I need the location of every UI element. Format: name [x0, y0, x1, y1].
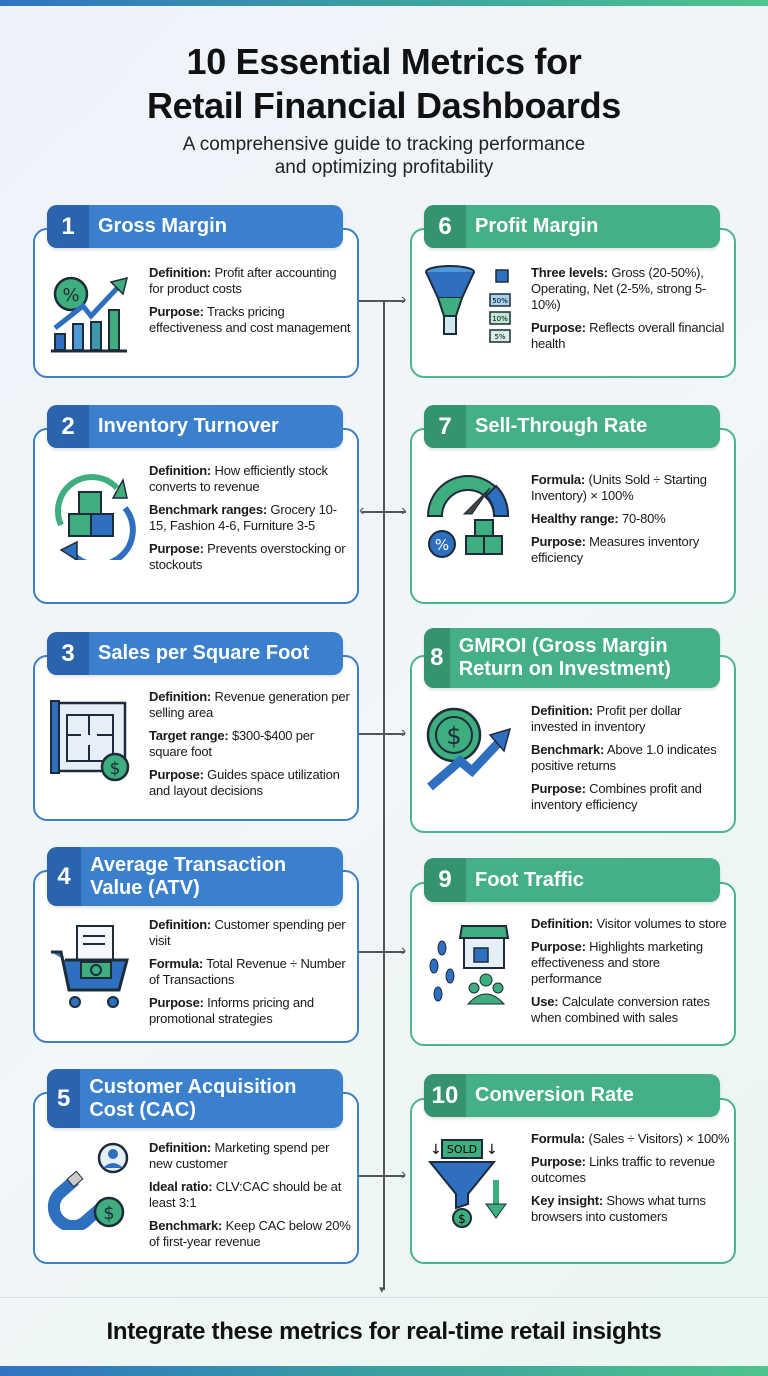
detail-label: Definition:	[149, 917, 212, 932]
floor-plan-icon	[47, 695, 137, 785]
metric-details	[531, 265, 730, 359]
detail-label: Definition:	[149, 265, 212, 280]
metric-header-5	[47, 1069, 343, 1128]
subtitle-line-2: and optimizing profitability	[274, 157, 494, 178]
detail-text: Links traffic to revenue outcomes	[531, 1154, 715, 1185]
detail-text: Prevents overstocking or stockouts	[149, 541, 346, 572]
metric-detail-item	[149, 265, 353, 297]
detail-text: Grocery 10-15, Fashion 4-6, Furniture 3-5	[149, 502, 337, 533]
metric-detail-item	[149, 1179, 353, 1211]
icon-label: 5%	[494, 333, 506, 341]
gauge-boxes-icon	[424, 470, 514, 560]
metric-title: Sales per Square Foot	[98, 642, 310, 664]
metric-details	[149, 917, 353, 1034]
page-subtitle	[0, 133, 768, 179]
arrow-head-icon: ›	[401, 291, 407, 308]
detail-label: Purpose:	[531, 320, 586, 335]
metric-details	[531, 916, 730, 1033]
metric-detail-item	[149, 541, 353, 573]
metric-details	[149, 463, 353, 580]
metric-details	[149, 689, 353, 806]
detail-label: Formula:	[531, 472, 586, 487]
metric-title: Inventory Turnover	[98, 415, 279, 437]
metric-detail-item	[149, 995, 353, 1027]
svg-text:%: %	[434, 536, 450, 554]
metric-title: Foot Traffic	[475, 868, 584, 891]
detail-label: Key insight:	[531, 1193, 603, 1208]
metric-title: Average Transaction Value (ATV)	[90, 853, 287, 899]
detail-text: Profit per dollar invested in inventory	[531, 703, 682, 734]
detail-label: Definition:	[149, 1140, 212, 1155]
svg-text:↓: ↓	[430, 1142, 442, 1158]
dollar-growth-icon	[424, 705, 514, 795]
shopping-cart-receipt-icon	[47, 922, 137, 1012]
metric-detail-item	[531, 534, 730, 566]
arrow-head-icon: ›	[401, 502, 407, 519]
title-line-2: Retail Financial Dashboards	[146, 85, 622, 126]
metric-header-2	[47, 405, 343, 448]
detail-text: Profit after accounting for product costs	[149, 265, 337, 296]
metric-title: Profit Margin	[475, 215, 599, 237]
title-line-1: 10 Essential Metrics for	[186, 41, 582, 82]
metric-detail-item	[149, 956, 353, 988]
detail-text: CLV:CAC should be at least 3:1	[149, 1179, 342, 1210]
metric-details	[531, 1131, 730, 1232]
detail-text: Keep CAC below 20% of first-year revenue	[149, 1218, 351, 1249]
detail-label: Purpose:	[531, 1154, 586, 1169]
detail-label: Definition:	[531, 916, 594, 931]
metric-header-8	[424, 628, 720, 688]
metric-detail-item	[531, 472, 730, 504]
metric-detail-item	[149, 767, 353, 799]
metric-details	[149, 265, 353, 343]
detail-label: Target range:	[149, 728, 229, 743]
connector-arrow	[359, 1175, 405, 1177]
detail-text: Informs pricing and promotional strategies	[149, 995, 314, 1026]
detail-text: Above 1.0 indicates positive returns	[531, 742, 717, 773]
footer-divider	[0, 1297, 768, 1298]
metric-details	[531, 703, 730, 820]
svg-text:$: $	[446, 722, 462, 750]
detail-text: Total Revenue ÷ Number of Transactions	[149, 956, 346, 987]
detail-text: Shows what turns browsers into customers	[531, 1193, 706, 1224]
svg-text:%: %	[62, 285, 80, 306]
connector-line	[383, 300, 385, 1290]
detail-text: Gross (20-50%), Operating, Net (2-5%, strong 5-10%)	[531, 265, 707, 312]
detail-text: Marketing spend per new customer	[149, 1140, 330, 1171]
metric-detail-item	[531, 320, 730, 352]
detail-text: Customer spending per visit	[149, 917, 346, 948]
chart-growth-icon	[47, 270, 137, 360]
detail-text: 70-80%	[621, 511, 666, 526]
metric-header-7	[424, 405, 720, 448]
detail-text: (Units Sold ÷ Starting Inventory) × 100%	[531, 472, 707, 503]
metric-detail-item	[149, 728, 353, 760]
metric-number: 6	[424, 205, 466, 248]
metric-number: 8	[424, 628, 450, 688]
detail-label: Purpose:	[149, 541, 204, 556]
svg-text:$: $	[458, 1212, 466, 1226]
detail-text: Reflects overall financial health	[531, 320, 725, 351]
subtitle-line-1: A comprehensive guide to tracking performance	[182, 134, 586, 155]
detail-label: Purpose:	[149, 304, 204, 319]
metric-detail-item	[531, 1154, 730, 1186]
metric-header-6	[424, 205, 720, 248]
arrow-head-icon: ›	[401, 1166, 407, 1183]
page-title	[0, 40, 768, 128]
arrow-head-icon: ‹	[359, 502, 365, 519]
metric-detail-item	[531, 916, 730, 932]
detail-label: Purpose:	[531, 939, 586, 954]
connector-arrow	[362, 511, 406, 513]
metric-number: 3	[47, 632, 89, 675]
metric-detail-item	[149, 304, 353, 336]
arrow-head-icon: ›	[401, 942, 407, 959]
metric-detail-item	[531, 994, 730, 1026]
metric-detail-item	[149, 463, 353, 495]
detail-text: Visitor volumes to store	[596, 916, 727, 931]
metric-detail-item	[531, 742, 730, 774]
arrow-head-icon: ›	[401, 724, 407, 741]
metric-number: 10	[424, 1074, 466, 1117]
metric-title: Sell-Through Rate	[475, 415, 648, 437]
metric-detail-item	[149, 917, 353, 949]
icon-label: 10%	[492, 315, 508, 323]
store-footsteps-icon	[424, 918, 514, 1008]
metric-title: Conversion Rate	[475, 1084, 634, 1106]
connector-arrow	[359, 951, 405, 953]
detail-text: Combines profit and inventory efficiency	[531, 781, 702, 812]
detail-text: Tracks pricing effectiveness and cost management	[149, 304, 351, 335]
detail-label: Definition:	[149, 689, 212, 704]
metric-title: Customer Acquisition Cost (CAC)	[89, 1075, 297, 1121]
detail-label: Purpose:	[531, 781, 586, 796]
metric-detail-item	[531, 511, 730, 527]
metric-detail-item	[531, 703, 730, 735]
metric-detail-item	[531, 1131, 730, 1147]
detail-text: $300-$400 per square foot	[149, 728, 314, 759]
metric-details	[531, 472, 730, 573]
metric-detail-item	[531, 781, 730, 813]
detail-text: Highlights marketing effectiveness and store performance	[531, 939, 703, 986]
metric-header-4	[47, 847, 343, 906]
metric-header-1	[47, 205, 343, 248]
svg-text:$: $	[109, 759, 121, 779]
inventory-cycle-icon	[47, 470, 137, 560]
detail-label: Three levels:	[531, 265, 608, 280]
detail-label: Purpose:	[531, 534, 586, 549]
footer-tagline: Integrate these metrics for real-time retail insights	[106, 1318, 662, 1345]
metric-number: 1	[47, 205, 89, 248]
connector-arrow	[359, 733, 405, 735]
metric-header-10	[424, 1074, 720, 1117]
metric-details	[149, 1140, 353, 1257]
metric-title: Gross Margin	[98, 215, 227, 237]
metric-number: 9	[424, 858, 466, 902]
detail-text: How efficiently stock converts to revenue	[149, 463, 328, 494]
detail-text: Calculate conversion rates when combined with sales	[531, 994, 710, 1025]
connector-arrow	[359, 300, 405, 302]
detail-label: Ideal ratio:	[149, 1179, 213, 1194]
metric-detail-item	[531, 1193, 730, 1225]
metric-header-9	[424, 858, 720, 902]
detail-label: Benchmark:	[149, 1218, 223, 1233]
detail-text: Measures inventory efficiency	[531, 534, 700, 565]
metric-detail-item	[531, 265, 730, 313]
top-accent-bar	[0, 0, 768, 6]
svg-text:↓: ↓	[486, 1142, 498, 1158]
detail-text: Revenue generation per selling area	[149, 689, 350, 720]
detail-label: Definition:	[531, 703, 594, 718]
detail-label: Definition:	[149, 463, 212, 478]
icon-label: SOLD	[446, 1143, 478, 1156]
detail-text: (Sales ÷ Visitors) × 100%	[588, 1131, 730, 1146]
metric-header-3	[47, 632, 343, 675]
detail-label: Benchmark ranges:	[149, 502, 267, 517]
metric-detail-item	[149, 502, 353, 534]
metric-detail-item	[149, 1140, 353, 1172]
metric-number: 2	[47, 405, 89, 448]
detail-label: Benchmark:	[531, 742, 605, 757]
metric-detail-item	[149, 1218, 353, 1250]
metric-number: 7	[424, 405, 466, 448]
metric-detail-item	[149, 689, 353, 721]
detail-label: Formula:	[149, 956, 204, 971]
detail-text: Guides space utilization and layout decisions	[149, 767, 340, 798]
detail-label: Purpose:	[149, 767, 204, 782]
metric-number: 4	[47, 847, 81, 906]
metric-detail-item	[531, 939, 730, 987]
detail-label: Formula:	[531, 1131, 586, 1146]
detail-label: Purpose:	[149, 995, 204, 1010]
arrow-down-icon: ▾	[379, 1284, 385, 1296]
svg-text:$: $	[103, 1203, 115, 1224]
icon-label: 50%	[492, 297, 508, 305]
metric-title: GMROI (Gross Margin Return on Investment)	[458, 635, 671, 680]
sold-funnel-icon	[424, 1138, 514, 1228]
bottom-accent-bar	[0, 1366, 768, 1376]
magnet-customer-icon	[47, 1140, 137, 1230]
funnel-levels-icon	[424, 262, 514, 352]
detail-label: Healthy range:	[531, 511, 619, 526]
detail-label: Use:	[531, 994, 559, 1009]
metric-number: 5	[47, 1069, 80, 1128]
